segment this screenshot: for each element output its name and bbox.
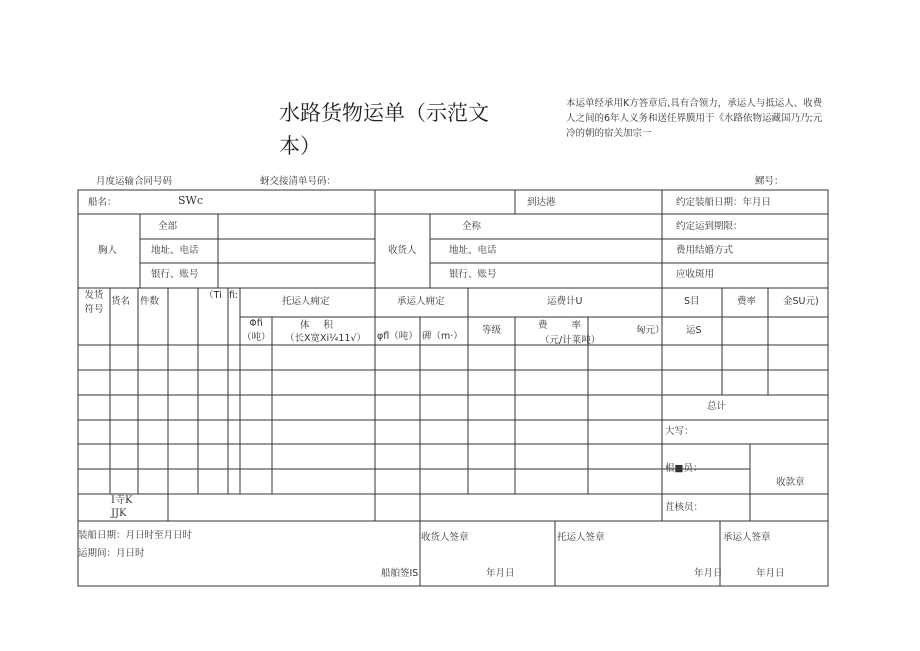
shipper-label: 胸人 [98,245,118,256]
carrier-volume-header: 碑（m·） [422,331,463,342]
volume-header: 体积 [300,320,348,331]
consignee-sign-date: 年月日 [486,568,515,579]
ship-signature-label: 船舶签IS [381,568,419,579]
settlement-method-label: 费用结婚方式 [676,245,734,256]
package-header: （Ti [204,290,222,301]
goods-name-header: 货名 [111,296,131,307]
ship-name-value: SWc [178,194,204,207]
amount-yuan-header: 匈元） [636,325,665,336]
shipper-full-name-label: 全部 [158,221,178,232]
capital-amount-label: 大写： [665,426,694,437]
total-label: 总计 [707,401,727,412]
fee-rate-header: 费率 [538,320,606,331]
mark-number-header: 发货符号 [84,290,104,315]
volume-unit-header: （长X宽Xi¼11√） [285,333,367,344]
consignee-address-label: 地址、电话 [449,245,497,256]
document-number-label: 鳏号： [755,176,784,187]
transport-period-label: 运期间：月日时 [78,548,145,559]
pieces-header: 件数 [140,296,160,307]
consignee-bank-label: 银行、账号 [449,269,497,280]
shipper-address-label: 地址、电话 [151,245,199,256]
loading-date-label: 约定装船日期：年月日 [676,197,772,208]
receivable-fee-label: 应收斑用 [676,269,715,280]
collection-stamp-label: 收款章 [776,477,805,488]
fee-rate-unit-header: （元/计莱吨） [540,335,601,346]
carrier-weight-header: φfl（吨） [377,331,418,342]
carrier-signature-label: 承运人签章 [723,532,771,543]
delivery-list-number-label: 蚜交接清单号码： [260,176,337,187]
consignee-label: 收货人 [388,245,417,256]
amount-header: 金SU元) [783,296,819,307]
contract-number-label: 月度运输合同号码 [96,176,173,187]
reviewer-label: 苴核员： [665,502,704,513]
carrier-sign-date: 年月日 [756,568,785,579]
arrival-period-label: 约定运到期限： [676,221,743,232]
destination-port-label: 到达港 [527,197,556,208]
freight-header: 运S [686,325,702,336]
consignee-full-name-label: 全称 [462,221,482,232]
special-notes-label: I寺K JJK [111,495,133,519]
fi-header: fi: [229,290,239,301]
shipper-determined-header: 托运人痈定 [282,296,330,307]
consignee-signature-label: 收货人签章 [421,532,469,543]
document-title: 水路货物运单（示范文本） [279,101,489,158]
shipper-sign-date: 年月日 [694,568,723,579]
grade-header: 等级 [482,325,502,336]
checker-label: 根■员： [665,463,703,474]
carrier-determined-header: 承运人痈定 [397,296,445,307]
header-note: 本运单经承用K方答章后,具有合领力，承运人与抵运人、收费人之间的6年人义务和送任界膜用于《水路依物运藏国乃乃;元冷的朝的宿关加宗一 [566,98,823,139]
ship-name-label: 船名： [88,197,117,208]
shipper-bank-label: 银行、账号 [151,269,199,280]
shipper-signature-label: 托运人签章 [557,532,605,543]
rate-header: 费率 [737,296,757,307]
weight-header: Φfi（吨） [242,318,271,343]
freight-calculation-header: 运费计U [547,296,583,307]
item-header: S目 [684,296,700,307]
loading-period-label: 装船日期：月日时至月日时 [78,530,193,541]
